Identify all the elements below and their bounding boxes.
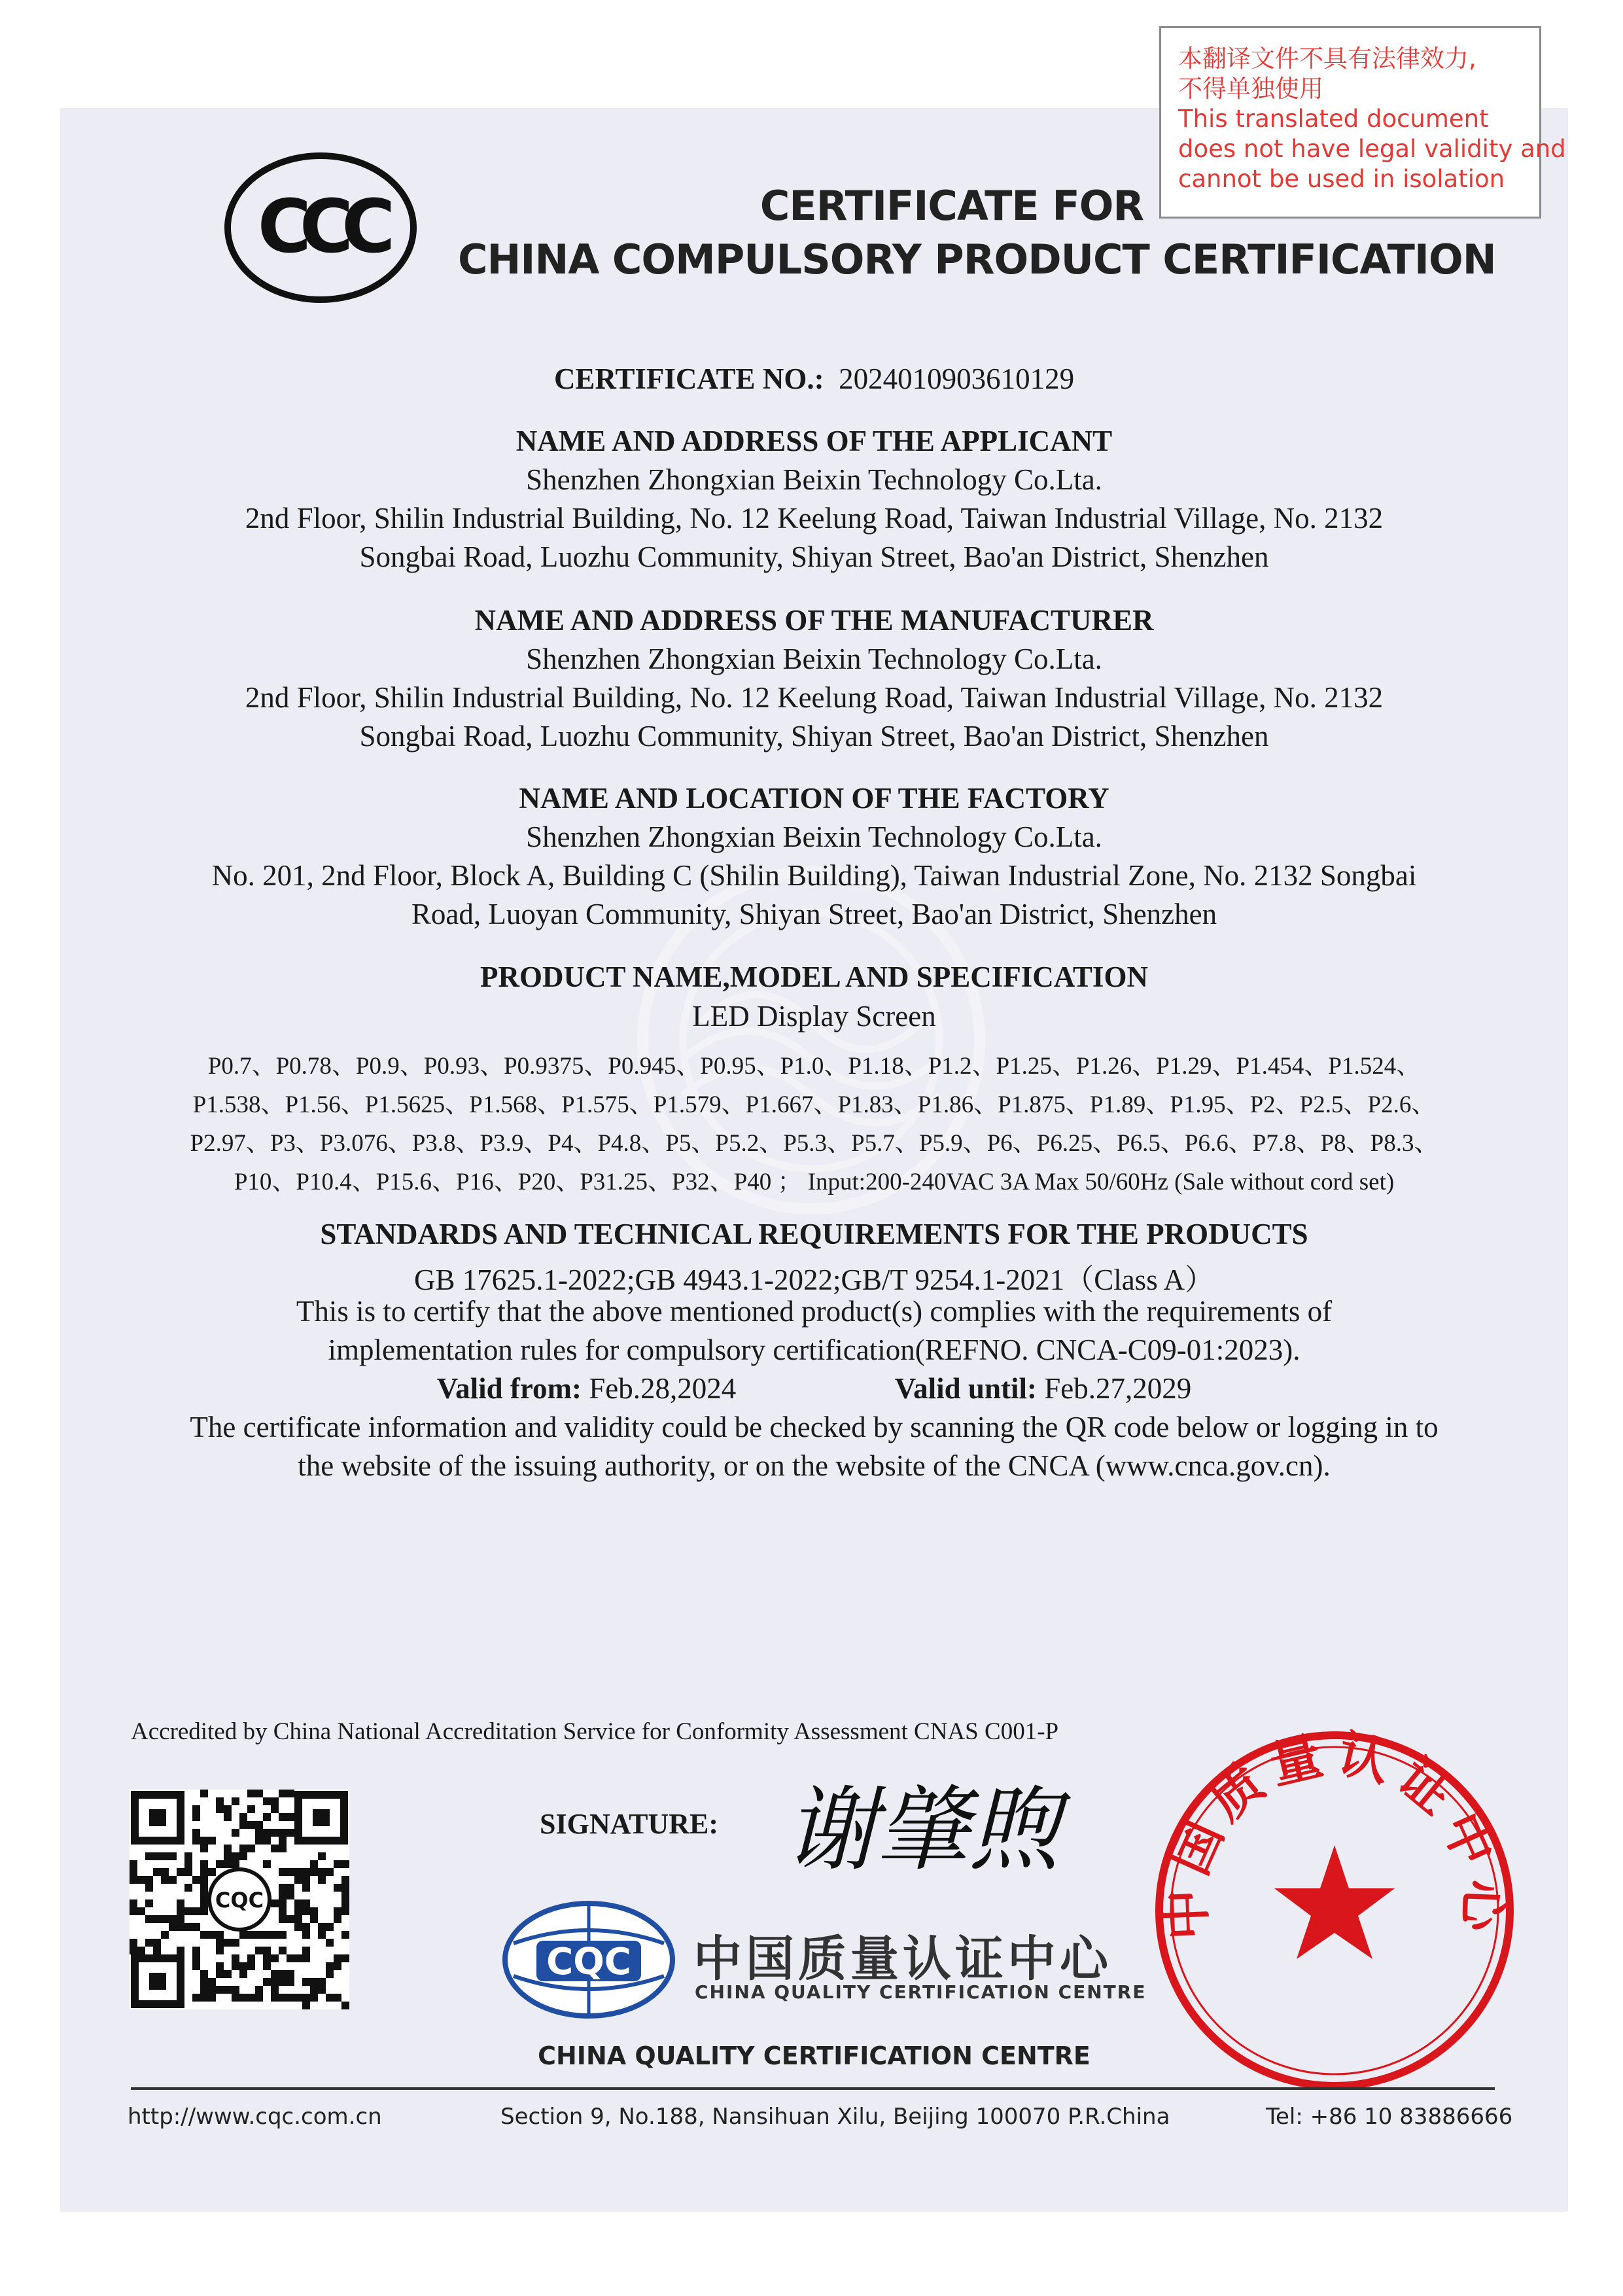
qr-module — [302, 1931, 310, 1939]
footer-title: CHINA QUALITY CERTIFICATION CENTRE — [538, 2041, 1091, 2070]
qr-module — [302, 1923, 310, 1931]
qr-module — [302, 2002, 310, 2009]
qr-module — [271, 1978, 279, 1986]
qr-module — [200, 1907, 208, 1915]
qr-module — [271, 1845, 279, 1852]
qr-module — [294, 1994, 302, 2002]
qr-module — [216, 1797, 224, 1805]
qr-module — [287, 1829, 294, 1837]
qr-module — [192, 1837, 200, 1845]
qr-module — [341, 1860, 349, 1868]
qr-module — [279, 1868, 287, 1876]
product-models-line2: P1.538、P1.56、P1.5625、P1.568、P1.575、P1.579、P1.667、P1.83、P1.86、P1.875、P1.89、P1.95、P2、P2.5、P2.6、 — [192, 1091, 1436, 1118]
qr-module — [161, 1931, 169, 1939]
qr-module — [145, 1876, 153, 1884]
qr-module — [294, 1876, 302, 1884]
applicant-address-line2: Songbai Road, Luozhu Community, Shiyan Street, Bao'an District, Shenzhen — [359, 540, 1269, 573]
qr-module — [161, 1868, 169, 1876]
qr-module — [302, 1876, 310, 1884]
qr-module — [287, 1915, 294, 1923]
qr-module — [279, 1790, 287, 1797]
qr-module — [239, 1845, 247, 1852]
qr-module — [200, 1899, 208, 1907]
qr-module — [169, 1852, 177, 1860]
qr-module — [326, 1970, 334, 1978]
cqc-logo — [500, 1898, 677, 2022]
qr-module — [271, 1954, 279, 1962]
qr-module — [192, 1923, 200, 1931]
qr-module — [287, 1978, 294, 1986]
qr-module — [302, 1947, 310, 1954]
qr-module — [255, 1986, 263, 1994]
qr-module — [302, 1978, 310, 1986]
qr-module — [263, 1813, 271, 1821]
qr-module — [271, 1805, 279, 1813]
qr-module — [310, 1868, 318, 1876]
qr-module — [192, 1876, 200, 1884]
qr-module — [271, 1970, 279, 1978]
qr-module — [208, 1931, 216, 1939]
qr-module — [287, 1884, 294, 1892]
qr-module — [334, 1884, 341, 1892]
qr-module — [130, 1876, 137, 1884]
qr-module — [239, 1813, 247, 1821]
qr-module — [208, 1978, 216, 1986]
qr-module — [302, 1907, 310, 1915]
qr-module — [341, 1892, 349, 1899]
qr-module — [326, 1868, 334, 1876]
certify-statement-line1: This is to certify that the above mentioned product(s) complies with the requirements of — [296, 1295, 1333, 1328]
qr-module — [200, 1970, 208, 1978]
qr-module — [279, 1978, 287, 1986]
qr-module — [279, 1813, 287, 1821]
notice-en-line2: does not have legal validity and — [1178, 135, 1566, 163]
qr-module — [177, 1947, 184, 1954]
qr-module — [184, 1860, 192, 1868]
qr-module — [255, 1837, 263, 1845]
qr-module — [161, 1852, 169, 1860]
qr-module — [318, 1852, 326, 1860]
qr-module — [318, 1923, 326, 1931]
qr-module — [279, 1931, 287, 1939]
qr-module — [341, 1954, 349, 1962]
qr-module — [192, 1813, 200, 1821]
footer-telephone: Tel: +86 10 83886666 — [1266, 2104, 1513, 2130]
manufacturer-address-line2: Songbai Road, Luozhu Community, Shiyan Street, Bao'an District, Shenzhen — [359, 720, 1269, 752]
qr-module — [279, 1892, 287, 1899]
qr-module — [153, 1852, 161, 1860]
qr-module — [279, 1915, 287, 1923]
qr-module — [192, 1805, 200, 1813]
signature — [769, 1763, 1076, 1888]
signature-text: 谢肇煦 — [784, 1777, 1060, 1884]
factory-address-line1: No. 201, 2nd Floor, Block A, Building C (Shilin Building), Taiwan Industrial Zone, No. 2132 Songbai — [211, 859, 1417, 892]
qr-module — [216, 1805, 224, 1813]
cqc-name-en: CHINA QUALITY CERTIFICATION CENTRE — [695, 1981, 1147, 2003]
qr-module — [232, 1797, 239, 1805]
factory-heading: NAME AND LOCATION OF THE FACTORY — [519, 782, 1109, 815]
qr-module — [302, 1884, 310, 1892]
qr-module — [232, 1962, 239, 1970]
qr-module — [192, 1962, 200, 1970]
official-seal — [1151, 1727, 1518, 2094]
qr-module — [263, 1978, 271, 1986]
qr-module — [279, 1845, 287, 1852]
qr-module — [247, 1821, 255, 1829]
qr-module — [169, 1915, 177, 1923]
qr-module — [200, 1790, 208, 1797]
qr-module — [208, 1837, 216, 1845]
qr-module — [224, 1852, 232, 1860]
certificate-title-line1: CERTIFICATE FOR — [759, 182, 1144, 230]
qr-module — [184, 1884, 192, 1892]
qr-code[interactable] — [130, 1790, 349, 2009]
qr-module — [279, 1884, 287, 1892]
qr-module — [239, 1821, 247, 1829]
qr-module — [208, 1868, 216, 1876]
qr-module — [263, 1954, 271, 1962]
qr-module — [341, 1884, 349, 1892]
qr-module — [341, 1899, 349, 1907]
verification-info-line2: the website of the issuing authority, or on the website of the CNCA (www.cnca.gov.cn). — [298, 1449, 1331, 1482]
qr-module — [200, 1986, 208, 1994]
qr-module — [263, 1829, 271, 1837]
factory-name: Shenzhen Zhongxian Beixin Technology Co.Lta. — [526, 821, 1102, 853]
qr-module — [216, 1986, 224, 1994]
qr-module — [294, 1954, 302, 1962]
qr-module — [279, 1899, 287, 1907]
qr-module — [271, 1931, 279, 1939]
qr-module — [279, 1947, 287, 1954]
qr-module — [216, 1947, 224, 1954]
qr-module — [294, 1907, 302, 1915]
qr-module — [310, 1915, 318, 1923]
qr-module — [137, 1876, 145, 1884]
notice-cn-line2: 不得单独使用 — [1178, 75, 1323, 103]
product-heading: PRODUCT NAME,MODEL AND SPECIFICATION — [480, 961, 1148, 993]
manufacturer-address-line1: 2nd Floor, Shilin Industrial Building, No. 12 Keelung Road, Taiwan Industrial Village, No. 2132 — [245, 681, 1384, 714]
qr-module — [169, 1876, 177, 1884]
qr-module — [200, 1978, 208, 1986]
qr-module — [341, 1907, 349, 1915]
qr-module — [287, 1790, 294, 1797]
qr-module — [263, 1947, 271, 1954]
qr-module — [239, 1970, 247, 1978]
qr-module — [271, 1994, 279, 2002]
qr-module — [302, 1954, 310, 1962]
qr-module — [200, 1860, 208, 1868]
qr-module — [153, 1947, 161, 1954]
qr-module — [192, 1954, 200, 1962]
qr-module — [177, 1868, 184, 1876]
qr-module — [334, 1907, 341, 1915]
qr-module — [310, 1978, 318, 1986]
product-models-line4: P10、P10.4、P15.6、P16、P20、P31.25、P32、P40 ； Input:200-240VAC 3A Max 50/60Hz (Sale without cord set) — [234, 1169, 1395, 1195]
qr-module — [224, 1939, 232, 1947]
qr-module — [184, 1852, 192, 1860]
qr-module — [255, 1829, 263, 1837]
qr-module — [334, 1962, 341, 1970]
cqc-name-cn: 中国质量认证中心 — [693, 1931, 1112, 1987]
qr-module — [200, 1892, 208, 1899]
qr-module — [341, 1876, 349, 1884]
qr-module — [341, 1931, 349, 1939]
qr-module — [287, 1970, 294, 1978]
qr-module — [287, 1892, 294, 1899]
qr-module — [216, 1962, 224, 1970]
qr-module — [279, 1837, 287, 1845]
qr-module — [255, 1821, 263, 1829]
qr-module — [247, 1962, 255, 1970]
qr-module — [271, 1899, 279, 1907]
qr-module — [294, 1923, 302, 1931]
qr-module — [294, 1868, 302, 1876]
qr-module — [216, 1860, 224, 1868]
qr-module — [200, 1994, 208, 2002]
qr-module — [200, 1868, 208, 1876]
qr-module — [263, 1837, 271, 1845]
qr-module — [208, 1986, 216, 1994]
qr-module — [192, 1907, 200, 1915]
applicant-name: Shenzhen Zhongxian Beixin Technology Co.Lta. — [526, 463, 1102, 496]
product-name: LED Display Screen — [692, 1000, 936, 1033]
qr-module — [326, 1923, 334, 1931]
qr-module — [224, 1845, 232, 1852]
standards-codes: GB 17625.1-2022;GB 4943.1-2022;GB/T 9254.1-2021（Class A） — [414, 1263, 1214, 1296]
qr-module — [334, 1860, 341, 1868]
qr-module — [263, 1860, 271, 1868]
qr-module — [341, 2002, 349, 2009]
valid-until-label: Valid until: — [894, 1372, 1037, 1405]
qr-module — [192, 1829, 200, 1837]
qr-module — [271, 1829, 279, 1837]
qr-module — [271, 1797, 279, 1805]
qr-module — [216, 1939, 224, 1947]
qr-module — [326, 1939, 334, 1947]
qr-module — [287, 1994, 294, 2002]
qr-module — [130, 1860, 137, 1868]
notice-en-line3: cannot be used in isolation — [1178, 165, 1505, 193]
qr-module — [130, 1939, 137, 1947]
qr-module — [310, 1907, 318, 1915]
qr-module — [200, 1876, 208, 1884]
qr-module — [279, 1907, 287, 1915]
qr-module — [279, 1994, 287, 2002]
qr-module — [216, 1970, 224, 1978]
valid-until-value: Feb.27,2029 — [1044, 1372, 1192, 1405]
qr-module — [287, 1813, 294, 1821]
qr-module — [192, 1947, 200, 1954]
accreditation-statement: Accredited by China National Accreditation Service for Conformity Assessment CNAS C001-P — [131, 1718, 1059, 1745]
qr-module — [130, 1899, 137, 1907]
qr-module — [216, 1931, 224, 1939]
qr-module — [302, 1868, 310, 1876]
qr-module — [318, 1868, 326, 1876]
qr-module — [145, 1884, 153, 1892]
qr-module — [130, 1947, 137, 1954]
qr-module — [279, 1829, 287, 1837]
qr-module — [310, 1994, 318, 2002]
qr-module — [310, 1860, 318, 1868]
certify-statement-line2: implementation rules for compulsory certification(REFNO. CNCA-C09-01:2023). — [328, 1333, 1300, 1366]
certificate-number — [60, 362, 1568, 396]
qr-module — [224, 1986, 232, 1994]
validity-period — [60, 1371, 1568, 1405]
qr-module — [326, 1962, 334, 1970]
product-models-line1: P0.7、P0.78、P0.9、P0.93、P0.9375、P0.945、P0.95、P1.0、P1.18、P1.2、P1.25、P1.26、P1.29、P1.454、P1.524、 — [207, 1053, 1421, 1080]
standards-heading: STANDARDS AND TECHNICAL REQUIREMENTS FOR THE PRODUCTS — [320, 1218, 1308, 1250]
qr-module — [247, 1931, 255, 1939]
qr-module — [318, 1986, 326, 1994]
certificate-number-label: CERTIFICATE NO.: — [553, 362, 824, 395]
qr-module — [169, 1923, 177, 1931]
qr-module — [177, 1899, 184, 1907]
qr-module — [145, 1852, 153, 1860]
qr-module — [145, 1939, 153, 1947]
qr-module — [294, 1899, 302, 1907]
qr-module — [200, 1931, 208, 1939]
valid-from-value: Feb.28,2024 — [589, 1372, 737, 1405]
qr-module — [247, 1954, 255, 1962]
qr-module — [200, 1884, 208, 1892]
qr-module — [232, 1986, 239, 1994]
qr-module — [200, 1845, 208, 1852]
qr-module — [161, 1876, 169, 1884]
qr-module — [153, 1915, 161, 1923]
qr-module — [263, 1931, 271, 1939]
qr-module — [224, 1813, 232, 1821]
valid-from-label: Valid from: — [436, 1372, 582, 1405]
qr-module — [334, 1915, 341, 1923]
qr-module — [294, 1915, 302, 1923]
qr-center-logo: CQC — [215, 1888, 264, 1913]
qr-module — [318, 1978, 326, 1986]
ccc-logo — [222, 150, 419, 305]
footer-divider — [131, 2087, 1495, 2090]
qr-module — [177, 1923, 184, 1931]
qr-module — [153, 1939, 161, 1947]
qr-module — [232, 1939, 239, 1947]
qr-module — [232, 1829, 239, 1837]
qr-module — [239, 1962, 247, 1970]
qr-module — [263, 1962, 271, 1970]
qr-module — [263, 1797, 271, 1805]
notice-en-line1: This translated document — [1178, 105, 1489, 133]
qr-module — [326, 1994, 334, 2002]
qr-module — [161, 1915, 169, 1923]
footer-website-link[interactable]: http://www.cqc.com.cn — [128, 2104, 382, 2130]
qr-module — [137, 1907, 145, 1915]
qr-module — [279, 1970, 287, 1978]
qr-module — [224, 1805, 232, 1813]
qr-module — [232, 1994, 239, 2002]
qr-module — [137, 1947, 145, 1954]
qr-module — [224, 1860, 232, 1868]
qr-module — [177, 1907, 184, 1915]
certificate-title-line2: CHINA COMPULSORY PRODUCT CERTIFICATION — [458, 236, 1496, 283]
qr-module — [334, 1954, 341, 1962]
footer-address: Section 9, No.188, Nansihuan Xilu, Beijing 100070 P.R.China — [500, 2104, 1170, 2130]
qr-module — [239, 1994, 247, 2002]
qr-module — [208, 1994, 216, 2002]
qr-module — [232, 1852, 239, 1860]
qr-module — [302, 1994, 310, 2002]
signature-label: SIGNATURE: — [540, 1808, 719, 1840]
ccc-logo-text: CCC — [257, 185, 384, 270]
qr-module — [255, 1790, 263, 1797]
qr-module — [334, 1994, 341, 2002]
qr-module — [271, 1986, 279, 1994]
qr-module — [318, 1931, 326, 1939]
notice-cn-line1: 本翻译文件不具有法律效力, — [1178, 44, 1476, 73]
manufacturer-name: Shenzhen Zhongxian Beixin Technology Co.Lta. — [526, 643, 1102, 675]
qr-module — [232, 1860, 239, 1868]
qr-module — [255, 1931, 263, 1939]
applicant-address-line1: 2nd Floor, Shilin Industrial Building, No. 12 Keelung Road, Taiwan Industrial Village, No. 2132 — [245, 502, 1384, 535]
qr-module — [247, 1805, 255, 1813]
qr-module — [287, 1954, 294, 1962]
qr-module — [177, 1915, 184, 1923]
qr-module — [255, 1994, 263, 2002]
qr-module — [247, 1845, 255, 1852]
verification-info-line1: The certificate information and validity could be checked by scanning the QR code below or logging in to — [190, 1411, 1439, 1443]
qr-module — [232, 1954, 239, 1962]
qr-module — [184, 1868, 192, 1876]
qr-module — [200, 1837, 208, 1845]
qr-module — [287, 1868, 294, 1876]
applicant-heading: NAME AND ADDRESS OF THE APPLICANT — [515, 425, 1113, 457]
qr-module — [310, 1986, 318, 1994]
qr-module — [130, 1868, 137, 1876]
factory-address-line2: Road, Luoyan Community, Shiyan Street, Bao'an District, Shenzhen — [411, 898, 1217, 930]
qr-module — [184, 1907, 192, 1915]
seal-text: 中国质量认证中心 — [1156, 1727, 1513, 1941]
qr-module — [145, 1915, 153, 1923]
qr-module — [239, 1852, 247, 1860]
qr-module — [302, 1899, 310, 1907]
qr-module — [247, 1790, 255, 1797]
manufacturer-heading: NAME AND ADDRESS OF THE MANUFACTURER — [474, 604, 1154, 637]
qr-module — [255, 1947, 263, 1954]
qr-module — [130, 1907, 137, 1915]
qr-module — [184, 1923, 192, 1931]
qr-module — [318, 1876, 326, 1884]
qr-module — [145, 1899, 153, 1907]
qr-module — [153, 1868, 161, 1876]
certificate-number-value: 2024010903610129 — [839, 362, 1075, 395]
qr-module — [239, 1931, 247, 1939]
product-models-line3: P2.97、P3、P3.076、P3.8、P3.9、P4、P4.8、P5、P5.2、P5.3、P5.7、P5.9、P6、P6.25、P6.5、P6.6、P7.8、P8、P8.3、 — [190, 1130, 1439, 1157]
cqc-logo-text: CQC — [546, 1941, 631, 1983]
qr-module — [247, 1994, 255, 2002]
qr-module — [192, 1994, 200, 2002]
qr-module — [224, 1970, 232, 1978]
